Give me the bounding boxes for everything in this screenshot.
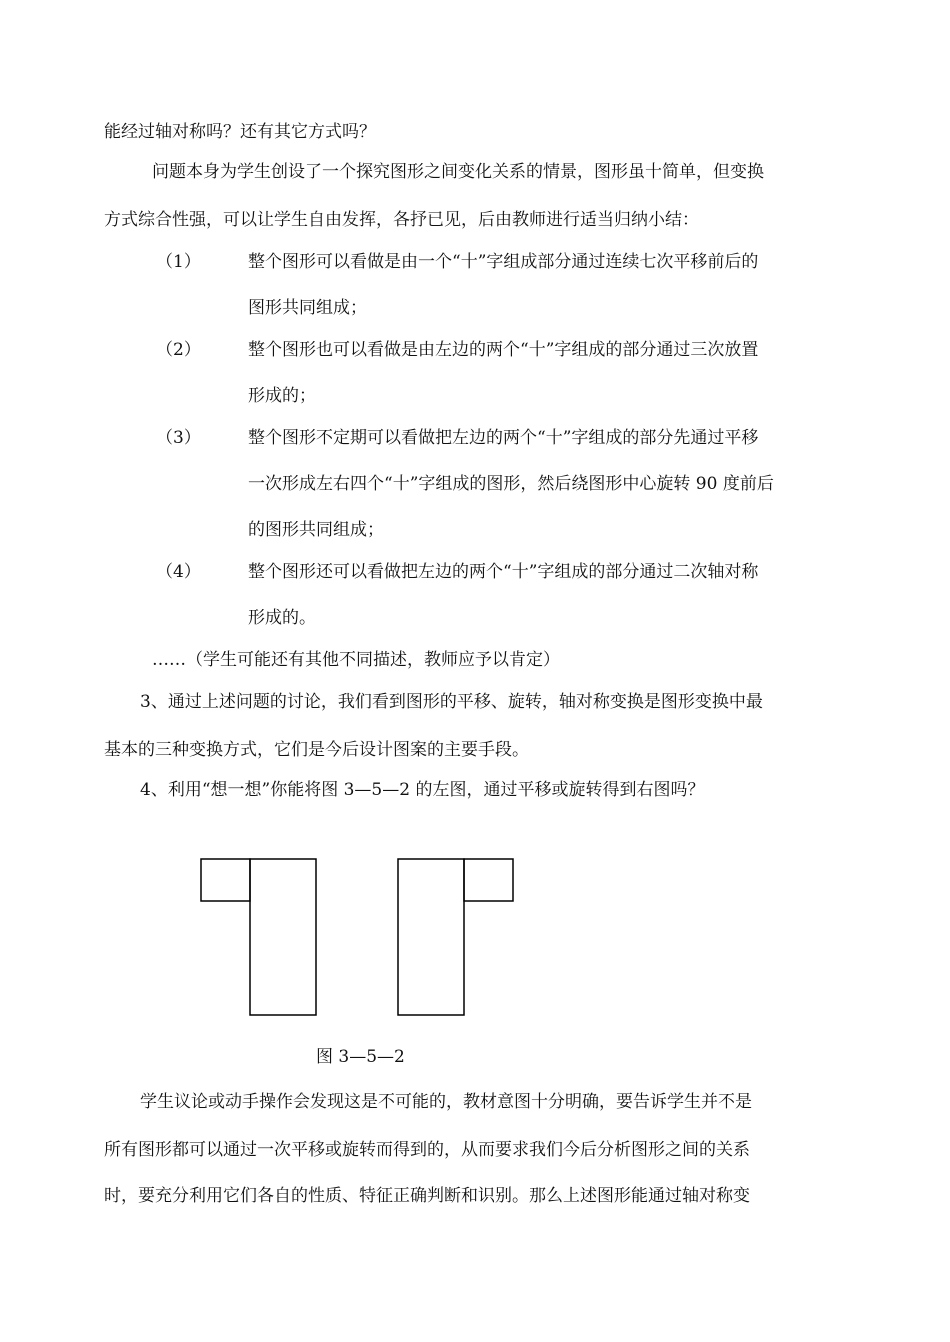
paragraph-line: 方式综合性强，可以让学生自由发挥，各抒已见，后由教师进行适当归纳小结：: [104, 210, 699, 230]
list-item-line: 整个图形也可以看做是由左边的两个“十”字组成的部分通过三次放置: [248, 340, 759, 360]
right-shape-tall-rect: [398, 859, 464, 1015]
paragraph-line: 学生议论或动手操作会发现这是不可能的，教材意图十分明确，要告诉学生并不是: [140, 1092, 752, 1112]
paragraph-line: 问题本身为学生创设了一个探究图形之间变化关系的情景，图形虽十简单，但变换: [152, 162, 764, 182]
left-shape-tall-rect: [250, 859, 316, 1015]
left-shape-small-square: [201, 859, 250, 901]
right-shape-small-square: [464, 859, 513, 901]
list-item-line: 整个图形还可以看做把左边的两个“十”字组成的部分通过二次轴对称: [248, 562, 759, 582]
list-item-line: 形成的。: [248, 608, 316, 628]
list-item-line: 的图形共同组成；: [248, 520, 384, 540]
paragraph-line: 基本的三种变换方式，它们是今后设计图案的主要手段。: [104, 740, 529, 760]
paragraph-line: 能经过轴对称吗？还有其它方式吗？: [104, 122, 376, 142]
list-item-line: 图形共同组成；: [248, 298, 367, 318]
list-item-line: 形成的；: [248, 386, 316, 406]
list-number: （2）: [156, 340, 201, 360]
figure-caption: 图 3—5—2: [316, 1047, 405, 1067]
paragraph-line: 3、通过上述问题的讨论，我们看到图形的平移、旋转，轴对称变换是图形变换中最: [140, 692, 763, 712]
list-number: （1）: [156, 252, 201, 272]
paragraph-line: 所有图形都可以通过一次平移或旋转而得到的，从而要求我们今后分析图形之间的关系: [104, 1140, 750, 1160]
paragraph-line: 时，要充分利用它们各自的性质、特征正确判断和识别。那么上述图形能通过轴对称变: [104, 1186, 750, 1206]
list-item-line: 整个图形可以看做是由一个“十”字组成部分通过连续七次平移前后的: [248, 252, 759, 272]
paragraph-line: 4、利用“想一想”你能将图 3—5—2 的左图，通过平移或旋转得到右图吗？: [140, 780, 705, 800]
list-item-line: 一次形成左右四个“十”字组成的图形，然后绕图形中心旋转 90 度前后: [248, 474, 774, 494]
list-number: （3）: [156, 428, 201, 448]
list-number: （4）: [156, 562, 201, 582]
ellipsis-note: ……（学生可能还有其他不同描述，教师应予以肯定）: [152, 650, 560, 670]
list-item-line: 整个图形不定期可以看做把左边的两个“十”字组成的部分先通过平移: [248, 428, 759, 448]
